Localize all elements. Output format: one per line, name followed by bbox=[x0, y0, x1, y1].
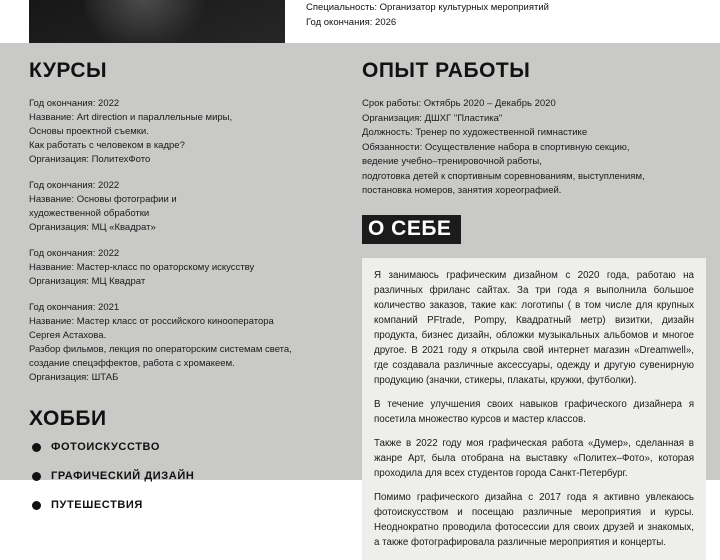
education-specialty: Специальность: Организатор культурных мероприятий bbox=[306, 2, 549, 13]
experience-heading: ОПЫТ РАБОТЫ bbox=[362, 59, 531, 82]
about-text-box bbox=[362, 258, 706, 560]
about-paragraph: Также в 2022 году моя графическая работа «Думер», сделанная в жанре Арт, была отобрана на выставку «Политех–Фото», которая проходила для всех студентов города Санкт-Петербург. bbox=[374, 437, 694, 479]
experience-duties-2: ведение учебно–тренировочной работы, bbox=[362, 156, 542, 167]
course-line3: Основы проектной съемки. bbox=[29, 126, 149, 137]
course-org: Организация: МЦ «Квадрат» bbox=[29, 222, 156, 233]
experience-period: Срок работы: Октябрь 2020 – Декабрь 2020 bbox=[362, 98, 556, 109]
course-item bbox=[29, 97, 328, 167]
list-item bbox=[29, 499, 328, 511]
experience-duties-4: постановка номеров, занятия хореографией. bbox=[362, 185, 562, 196]
course-year: Год окончания: 2022 bbox=[29, 98, 120, 109]
course-name: Название: Мастер класс от российского кинооператора bbox=[29, 316, 274, 327]
education-graduation: Год окончания: 2026 bbox=[306, 17, 397, 28]
course-line3: Сергея Астахова. bbox=[29, 330, 107, 341]
list-item bbox=[29, 470, 328, 482]
hobby-heading: ХОББИ bbox=[29, 407, 107, 430]
course-item bbox=[29, 247, 328, 289]
course-org: Организация: ПолитехФото bbox=[29, 154, 151, 165]
portrait-photo bbox=[29, 0, 285, 43]
course-name: Название: Основы фотографии и bbox=[29, 194, 177, 205]
about-heading: О СЕБЕ bbox=[362, 215, 461, 244]
hobby-list bbox=[29, 441, 328, 511]
bullet-icon bbox=[32, 501, 41, 510]
bullet-icon bbox=[32, 472, 41, 481]
experience-duties-1: Обязанности: Осуществление набора в спортивную секцию, bbox=[362, 141, 630, 153]
hobby-label: ГРАФИЧЕСКИЙ ДИЗАЙН bbox=[51, 470, 195, 482]
experience-position: Должность: Тренер по художественной гимнастике bbox=[362, 127, 588, 138]
course-line4: Как работать с человеком в кадре? bbox=[29, 140, 185, 151]
about-paragraph: Я занимаюсь графическим дизайном с 2020 года, работаю на различных фриланс сайтах. За три года я выполнила большое количество заказов, такие как: логотипы ( в том числе для крупных компаний PFtrade, Pompy, Квадратный метр) визитки, дизайн продукта, бизнес дизайн, обложки музыкальных альбомов и многое другое. В 2021 году я открыла свой интернет магазин «Dreamwell», где создавала различные аксессуары, одежду и другую сувенирную продукцию (значки, стикеры, плакаты, кружки, футболки). bbox=[374, 269, 694, 386]
course-org: Организация: ШТАБ bbox=[29, 372, 119, 383]
experience-entry bbox=[362, 97, 706, 199]
list-item bbox=[29, 441, 328, 453]
hobby-label: ФОТОИСКУССТВО bbox=[51, 441, 160, 453]
course-year: Год окончания: 2022 bbox=[29, 180, 120, 191]
course-year: Год окончания: 2021 bbox=[29, 302, 120, 313]
experience-organization: Организация: ДШХГ "Пластика" bbox=[362, 112, 503, 124]
experience-duties-3: подготовка детей к спортивным соревнованиям, выступлениям, bbox=[362, 170, 645, 182]
about-paragraph: Помимо графического дизайна с 2017 года я активно увлекаюсь фотоискусством и посещаю различные мероприятия и курсы. Неоднократно проводила фотосессии для своих друзей и знакомых, а также фотографировала различные мероприятия и концерты. bbox=[374, 491, 694, 548]
course-item bbox=[29, 179, 328, 235]
hobby-label: ПУТЕШЕСТВИЯ bbox=[51, 499, 143, 511]
about-paragraph: В течение улучшения своих навыков графического дизайнера я посетила множество курсов и мастер классов. bbox=[374, 398, 694, 425]
course-name: Название: Art direction и параллельные миры, bbox=[29, 112, 233, 123]
courses-heading: КУРСЫ bbox=[29, 59, 108, 82]
course-line4: Разбор фильмов, лекция по операторским системам света, bbox=[29, 344, 292, 355]
right-column bbox=[348, 43, 720, 548]
education-block bbox=[306, 0, 706, 30]
bullet-icon bbox=[32, 443, 41, 452]
course-org: Организация: МЦ Квадрат bbox=[29, 276, 146, 287]
course-line3: художественной обработки bbox=[29, 208, 150, 219]
course-line5: создание спецэффектов, работа с хромакеем. bbox=[29, 358, 235, 369]
left-column bbox=[0, 43, 348, 511]
course-item bbox=[29, 301, 328, 385]
course-name: Название: Мастер-класс по ораторскому искусству bbox=[29, 262, 255, 273]
course-year: Год окончания: 2022 bbox=[29, 248, 120, 259]
